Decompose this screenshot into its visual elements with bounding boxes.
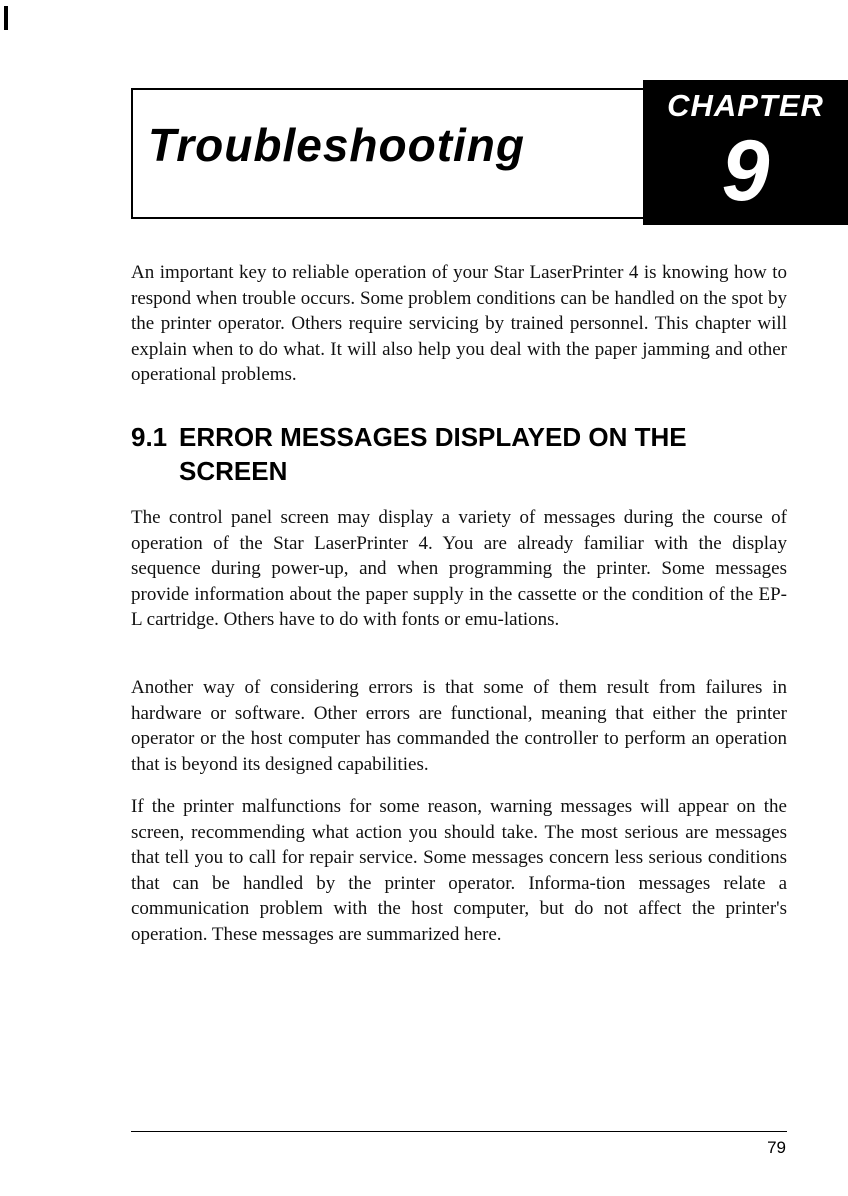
chapter-label: CHAPTER bbox=[667, 88, 824, 123]
section-number: 9.1 bbox=[131, 422, 168, 452]
body-paragraph: The control panel screen may display a variety of messages during the course of operation of the Star LaserPrinter 4. You are already familiar with the display sequence during power-up, and when programming the printer. Some messages provide information about the paper supply in the cassette or the condition of the EP-L cartridge. Others have to do with fonts or emu-lations. bbox=[131, 507, 787, 630]
section-title-line2: SCREEN bbox=[179, 456, 288, 486]
chapter-title: Troubleshooting bbox=[148, 119, 526, 171]
chapter-number: 9 bbox=[721, 123, 770, 219]
footer-rule bbox=[131, 1131, 787, 1132]
intro-paragraph: An important key to reliable operation of your Star LaserPrinter 4 is knowing how to respond when trouble occurs. Some problem conditions can be handled on the spot by the printer operator. Others require servicing by trained personnel. This chapter will explain when to do what. It will also help you deal with the paper jamming and other operational problems. bbox=[131, 262, 787, 385]
section-title-line1: ERROR MESSAGES DISPLAYED ON THE bbox=[179, 422, 687, 452]
chapter-badge bbox=[643, 80, 848, 225]
body-paragraph: If the printer malfunctions for some reason, warning messages will appear on the screen, recommending what action you should take. The most serious are messages that tell you to call for repair service. Some messages concern less serious conditions that can be handled by the printer operator. Informa-tion messages relate a communication problem with the host computer, but do not affect the printer's operation. These messages are summarized here. bbox=[131, 796, 787, 945]
page-number: 79 bbox=[767, 1138, 786, 1157]
section-heading bbox=[131, 420, 787, 488]
margin-mark bbox=[4, 6, 8, 30]
body-paragraph: Another way of considering errors is that some of them result from failures in hardware or software. Other errors are functional, meaning that either the printer operator or the host computer has commanded the controller to perform an operation that is beyond its designed capabilities. bbox=[131, 677, 787, 775]
